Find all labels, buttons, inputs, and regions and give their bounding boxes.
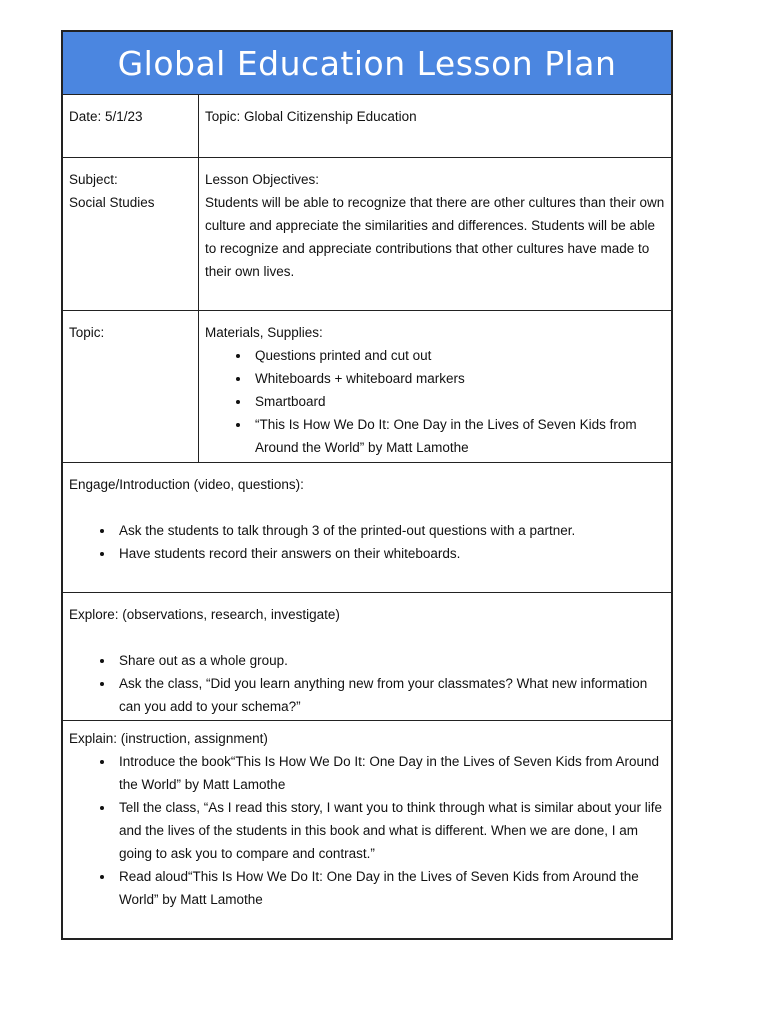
title-bar [63,32,671,95]
list-item: • Have students record their answers on their whiteboards. [115,542,665,565]
engage-heading: Engage/Introduction (video, questions): [69,477,304,492]
topic-label-cell [63,311,199,462]
list-item: • Whiteboards + whiteboard markers [251,367,665,390]
row-engage [63,463,671,593]
engage-cell [63,463,671,592]
date-text: Date: 5/1/23 [69,109,143,124]
subject-cell [63,158,199,310]
page-title: Global Education Lesson Plan [117,43,617,83]
list-item: • Share out as a whole group. [115,649,665,672]
materials-label: Materials, Supplies: [205,325,323,340]
topic-text: Topic: Global Citizenship Education [205,109,417,124]
row-explore [63,593,671,721]
row-topic-materials [63,311,671,463]
subject-label: Subject: [69,172,118,187]
lesson-plan-table [61,30,673,940]
topic-label: Topic: [69,325,105,340]
materials-list [205,344,665,459]
list-item: • Ask the students to talk through 3 of the printed-out questions with a partner. [115,519,665,542]
row-subject-objectives [63,158,671,311]
objectives-text: Students will be able to recognize that there are other cultures than their own culture and appreciate the similarities and differences. Students will be able to recognize and appreciate contributions that other cultures have made to their own lives. [205,195,665,279]
list-item: • Read aloud“This Is How We Do It: One Day in the Lives of Seven Kids from Around the World” by Matt Lamothe [115,865,665,911]
materials-cell [199,311,671,462]
engage-list [69,519,665,565]
list-item: • Questions printed and cut out [251,344,665,367]
list-item: • Tell the class, “As I read this story, I want you to think through what is similar about your life and the lives of the students in this book and what is different. When we are done, I am going to ask you to compare and contrast.” [115,796,665,865]
topic-cell [199,95,671,157]
row-date-topic [63,95,671,158]
subject-value: Social Studies [69,195,155,210]
explore-heading: Explore: (observations, research, investigate) [69,607,340,622]
explore-list [69,649,665,718]
objectives-label: Lesson Objectives: [205,172,320,187]
explain-list [69,750,665,911]
list-item: • Introduce the book“This Is How We Do It: One Day in the Lives of Seven Kids from Around the World” by Matt Lamothe [115,750,665,796]
explore-cell [63,593,671,720]
explain-cell [63,721,671,941]
list-item: • Ask the class, “Did you learn anything new from your classmates? What new information can you add to your schema?” [115,672,665,718]
explain-heading: Explain: (instruction, assignment) [69,731,268,746]
row-explain [63,721,671,941]
list-item: • “This Is How We Do It: One Day in the Lives of Seven Kids from Around the World” by Matt Lamothe [251,413,665,459]
date-cell [63,95,199,157]
list-item: • Smartboard [251,390,665,413]
objectives-cell [199,158,671,310]
